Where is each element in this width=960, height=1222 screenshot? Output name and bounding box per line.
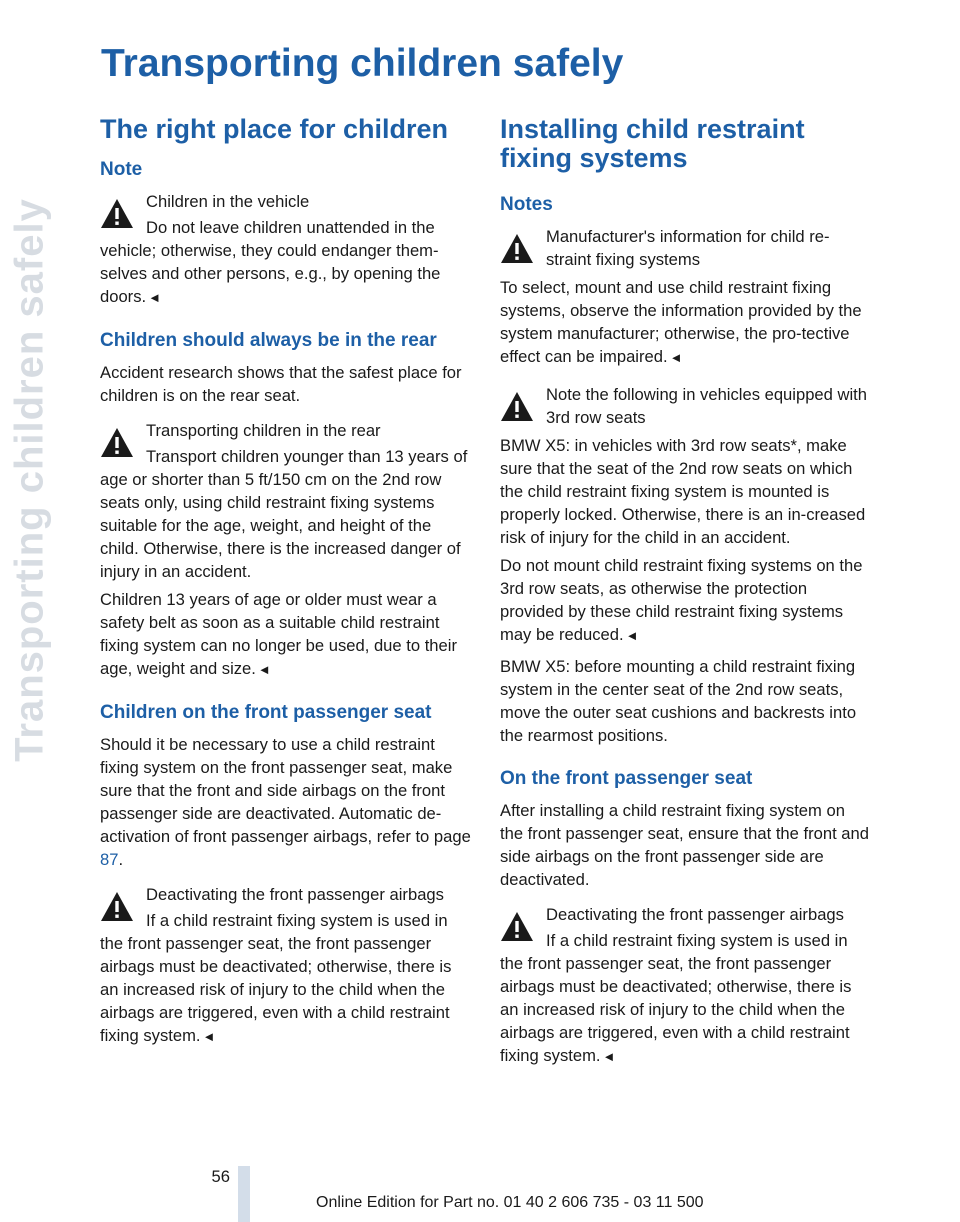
warning-triangle-icon [500, 232, 534, 266]
front-seat-paragraph [100, 733, 472, 871]
warning-transporting-rear [100, 419, 472, 681]
side-tab-label: Transporting children safely [7, 198, 52, 762]
warning-3rd-row-seats [500, 383, 872, 647]
warning-body [500, 929, 872, 1068]
warning-body-text: To select, mount and use child restraint fixing systems, observe the information provided by the system manufacturer; otherwise, the pro-tective effect can be impaired. [500, 278, 862, 366]
warning-body-2-text: Do not mount child restraint fixing systems on the 3rd row seats, as otherwise the protection provided by these child restraint fixing systems may be reduced. [500, 556, 863, 644]
page-87-link[interactable]: 87 [100, 850, 119, 869]
warning-body-2 [500, 554, 872, 647]
end-mark: ◄ [257, 662, 271, 677]
warning-title: Manufacturer's information for child re-straint fixing systems [546, 227, 830, 269]
warning-triangle-icon [100, 890, 134, 924]
warning-triangle-icon [100, 426, 134, 460]
right-column [500, 115, 872, 1076]
front-passenger-heading: On the front passenger seat [500, 768, 753, 789]
warning-title: Note the following in vehicles equipped with 3rd row seats [546, 385, 868, 427]
footer-bar [238, 1166, 250, 1222]
left-column [100, 115, 472, 1056]
warning-deactivating-airbags [100, 883, 472, 1048]
warning-body-2 [100, 588, 472, 681]
warning-body-2-text: Children 13 years of age or older must wear a safety belt as soon as a suitable child restraint fixing system can no longer be used, due to their age, weight and size. [100, 590, 457, 678]
warning-triangle-icon [500, 390, 534, 424]
section-title-installing: Installing child restraint fixing systems [500, 114, 805, 173]
front-seat-text-end: . [118, 850, 124, 869]
footer-edition: Online Edition for Part no. 01 40 2 606 735 - 03 11 500 [316, 1194, 704, 1211]
rear-paragraph: Accident research shows that the safest place for children is on the rear seat. [100, 363, 462, 405]
warning-title: Transporting children in the rear [146, 421, 381, 440]
end-mark: ◄ [148, 290, 161, 305]
warning-body: Transport children younger than 13 years of age or shorter than 5 ft/150 cm on the 2nd row seats only, using child restraint fixing systems suitable for the age, weight, and height of the child. Otherwise, there is the increased danger of injury in an accident. [100, 447, 468, 581]
side-tab [0, 40, 60, 920]
front-seat-text: Should it be necessary to use a child restraint fixing system on the front passenger seat, make sure that the front and side airbags on the front passenger side are deactivated. Automatic de-activation of front passenger airbags, refer to page [100, 735, 471, 846]
notes-heading: Notes [500, 194, 553, 215]
warning-deactivating-airbags-right [500, 903, 872, 1068]
page-number: 56 [211, 1167, 230, 1186]
front-passenger-paragraph: After installing a child restraint fixing system on the front passenger seat, ensure that the front and side airbags on the front passenger side are deactivated. [500, 801, 869, 889]
page-title: Transporting children safely [101, 42, 624, 85]
end-mark: ◄ [202, 1029, 216, 1044]
warning-triangle-icon [500, 910, 534, 944]
warning-body-text: If a child restraint fixing system is used in the front passenger seat, the front passenger airbags must be deactivated; otherwise, there is an increased risk of injury to the child when the airbags are triggered, even with a child restraint fixing system. [500, 931, 852, 1065]
warning-title: Deactivating the front passenger airbags [146, 885, 444, 904]
warning-body [100, 216, 472, 309]
note-heading: Note [100, 159, 143, 180]
front-seat-heading: Children on the front passenger seat [100, 702, 432, 723]
warning-body-text: Do not leave children unattended in the vehicle; otherwise, they could endanger them-selves and other persons, e.g., by opening the doors. [100, 218, 441, 306]
warning-title: Deactivating the front passenger airbags [546, 905, 844, 924]
warning-children-in-vehicle [100, 190, 472, 309]
warning-body-text: If a child restraint fixing system is used in the front passenger seat, the front passenger airbags must be deactivated; otherwise, there is an increased risk of injury to the child when the airbags are triggered, even with a child restraint fixing system. [100, 911, 452, 1045]
warning-triangle-icon [100, 197, 134, 231]
warning-manufacturer-info [500, 225, 872, 369]
warning-body [500, 276, 872, 369]
end-mark: ◄ [625, 628, 639, 643]
x5-center-seat-paragraph: BMW X5: before mounting a child restraint fixing system in the center seat of the 2nd row seats, move the outer seat cushions and backrests into the rearmost positions. [500, 657, 857, 745]
warning-title: Children in the vehicle [146, 192, 310, 211]
section-title-right-place: The right place for children [100, 114, 449, 144]
rear-heading: Children should always be in the rear [100, 330, 437, 351]
warning-body [100, 909, 472, 1048]
warning-body: BMW X5: in vehicles with 3rd row seats*, make sure that the seat of the 2nd row seats on which the child restraint fixing system is mounted is properly locked. Otherwise, there is an in-creased risk of injury for the child in an accident. [500, 436, 866, 547]
end-mark: ◄ [602, 1049, 616, 1064]
end-mark: ◄ [669, 350, 683, 365]
